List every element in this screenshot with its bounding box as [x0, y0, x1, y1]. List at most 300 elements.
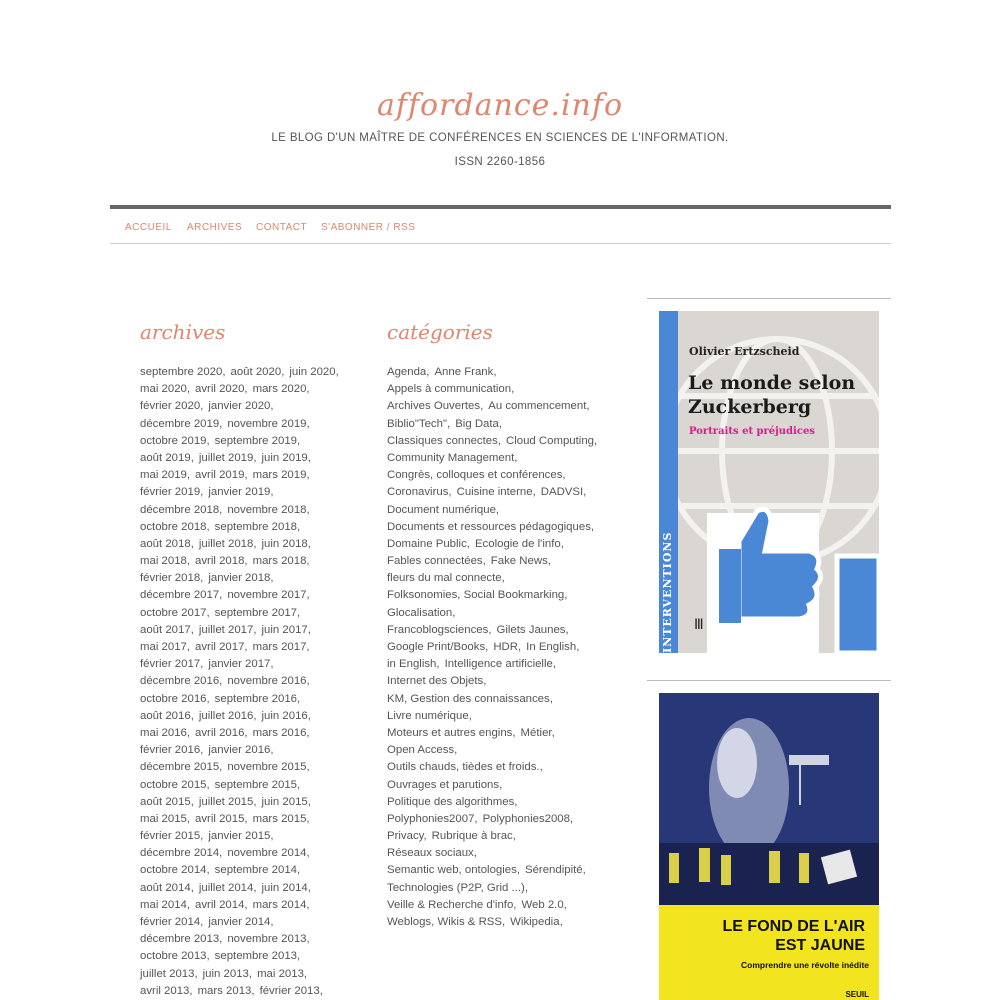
archive-row: [140, 364, 365, 381]
archive-link[interactable]: mai 2014: [140, 898, 187, 911]
separator: ,: [307, 537, 311, 550]
category-link[interactable]: Community Management: [387, 451, 515, 464]
archive-link[interactable]: février 2015: [140, 830, 201, 843]
archive-link[interactable]: novembre 2013: [227, 933, 307, 946]
category-row: [387, 811, 627, 828]
separator: ,: [436, 658, 440, 671]
category-link[interactable]: Cloud Computing: [505, 434, 594, 447]
category-link[interactable]: In English: [526, 641, 577, 653]
category-link[interactable]: Google Print/Books: [387, 641, 486, 653]
archive-link[interactable]: décembre 2013: [140, 933, 220, 946]
separator: ,: [306, 761, 310, 774]
category-link[interactable]: Polyphonies2007: [387, 812, 475, 825]
archive-row: [140, 398, 365, 415]
separator: ,: [473, 847, 477, 860]
archive-link[interactable]: août 2019: [140, 451, 191, 464]
nav-item-contact[interactable]: CONTACT: [256, 222, 308, 233]
archive-row: [140, 914, 365, 931]
book-title-line-1: Le monde selon: [688, 372, 856, 394]
archive-link[interactable]: janvier 2018: [208, 572, 271, 585]
category-row: [387, 897, 627, 914]
archive-row: [140, 691, 365, 708]
separator: ,: [499, 778, 503, 791]
archive-row: [140, 433, 365, 450]
archive-link[interactable]: février 2019: [140, 486, 201, 499]
archive-link[interactable]: février 2020: [140, 400, 201, 413]
archive-link[interactable]: janvier 2014: [208, 916, 271, 928]
archive-link[interactable]: janvier 2020: [208, 400, 271, 413]
archive-link[interactable]: avril 2013: [140, 984, 190, 997]
separator: ,: [297, 692, 301, 705]
category-link[interactable]: Cuisine interne: [456, 486, 533, 499]
separator: ,: [551, 726, 555, 739]
category-link[interactable]: HDR: [493, 641, 518, 653]
category-link[interactable]: Agenda: [387, 366, 427, 378]
archive-link[interactable]: septembre 2018: [214, 520, 297, 533]
category-link[interactable]: Web 2.0: [521, 898, 564, 911]
separator: ,: [569, 812, 574, 825]
archive-row: [140, 931, 365, 948]
category-row: [387, 759, 627, 776]
archive-link[interactable]: mars 2018: [252, 555, 307, 568]
category-row: [387, 605, 627, 622]
category-row: [387, 673, 627, 690]
archive-link[interactable]: mars 2015: [252, 812, 307, 825]
separator: ,: [270, 572, 274, 585]
category-link[interactable]: Glocalisation: [387, 606, 453, 619]
separator: ,: [532, 486, 536, 499]
separator: ,: [518, 641, 522, 653]
archive-link[interactable]: août 2018: [140, 537, 191, 550]
archive-row: [140, 880, 365, 897]
archive-link[interactable]: mars 2020: [252, 383, 307, 396]
separator: ,: [253, 623, 257, 636]
archive-link[interactable]: novembre 2019: [227, 417, 307, 430]
separator: ,: [306, 675, 310, 688]
category-row: [387, 398, 627, 415]
archive-link[interactable]: novembre 2016: [227, 675, 307, 688]
archive-link[interactable]: mars 2019: [252, 469, 307, 482]
category-link[interactable]: Open Access: [387, 744, 455, 757]
archive-link[interactable]: octobre 2017: [140, 606, 207, 619]
archives-widget: [140, 318, 365, 1000]
archive-row: [140, 708, 365, 725]
separator: ,: [253, 709, 257, 722]
archive-link[interactable]: avril 2015: [195, 812, 245, 825]
separator: ,: [306, 383, 310, 396]
separator: ,: [514, 451, 518, 464]
archive-link[interactable]: novembre 2018: [227, 503, 307, 516]
archive-link[interactable]: novembre 2017: [227, 589, 307, 602]
category-row: [387, 880, 627, 897]
separator: ,: [186, 812, 191, 825]
separator: ,: [253, 881, 257, 894]
archive-link[interactable]: octobre 2013: [140, 950, 207, 963]
archive-row: [140, 897, 365, 914]
separator: ,: [251, 984, 255, 997]
separator: ,: [206, 434, 210, 447]
archive-link[interactable]: septembre 2020: [140, 366, 223, 378]
archive-link[interactable]: juin 2017: [261, 623, 308, 636]
category-link[interactable]: Appels à communication: [387, 383, 512, 396]
separator: ,: [206, 778, 210, 791]
svg-text:Ⅲ: Ⅲ: [694, 617, 704, 633]
separator: ,: [219, 847, 223, 860]
category-link[interactable]: Weblogs, Wikis & RSS: [387, 916, 502, 928]
archive-link[interactable]: septembre 2014: [214, 864, 297, 877]
separator: ,: [582, 864, 586, 877]
category-link[interactable]: Gilets Jaunes: [496, 623, 566, 636]
category-link[interactable]: Livre numérique: [387, 709, 469, 722]
archive-link[interactable]: février 2018: [140, 572, 201, 585]
separator: ,: [189, 984, 193, 997]
archive-link[interactable]: avril 2016: [195, 726, 245, 739]
category-link[interactable]: Document numérique: [387, 503, 496, 516]
archive-link[interactable]: mai 2018: [140, 555, 187, 568]
category-link[interactable]: Veille & Recherche d'info: [387, 898, 514, 911]
archive-link[interactable]: mai 2019: [140, 469, 187, 482]
categories-title: catégories: [387, 320, 493, 344]
category-link[interactable]: Ecologie de l'info: [474, 537, 561, 550]
archive-link[interactable]: juillet 2013: [140, 967, 195, 980]
archive-row: [140, 794, 365, 811]
archive-link[interactable]: juin 2018: [261, 537, 308, 550]
category-link[interactable]: KM, Gestion des connaissances: [387, 692, 550, 705]
archive-link[interactable]: juin 2019: [261, 451, 308, 464]
separator: ,: [190, 795, 194, 808]
separator: ,: [303, 967, 308, 980]
separator: ,: [200, 486, 204, 499]
archive-row: [140, 811, 365, 828]
separator: ,: [501, 572, 505, 585]
archive-link[interactable]: juin 2014: [261, 881, 308, 894]
categories-list: [387, 364, 627, 931]
category-link[interactable]: Moteurs et autres engins: [387, 726, 513, 739]
category-row: [387, 519, 627, 536]
category-link[interactable]: Francoblogsciences: [387, 623, 489, 636]
category-row: [387, 777, 627, 794]
archive-link[interactable]: mai 2017: [140, 641, 187, 653]
category-link[interactable]: Rubrique à brac: [431, 830, 513, 843]
separator: ,: [219, 933, 223, 946]
archive-link[interactable]: février 2013: [259, 984, 320, 997]
archive-link[interactable]: novembre 2015: [227, 761, 307, 774]
separator: ,: [480, 400, 484, 413]
category-row: [387, 794, 627, 811]
archive-row: [140, 656, 365, 673]
category-link[interactable]: Semantic web, ontologies: [387, 864, 517, 877]
category-row: [387, 450, 627, 467]
archive-row: [140, 416, 365, 433]
main-nav: [110, 209, 891, 244]
category-row: [387, 484, 627, 501]
site-title[interactable]: affordance.info: [376, 88, 624, 123]
book-cover-gilets-jaunes[interactable]: [659, 693, 879, 1000]
separator: ,: [297, 778, 301, 791]
category-row: [387, 639, 627, 656]
category-row: [387, 502, 627, 519]
separator: ,: [244, 641, 248, 653]
nav-item-archives[interactable]: ARCHIVES: [187, 222, 243, 233]
archive-link[interactable]: octobre 2014: [140, 864, 207, 877]
separator: ,: [559, 916, 563, 928]
separator: ,: [206, 692, 210, 705]
archive-row: [140, 553, 365, 570]
category-row: [387, 364, 627, 381]
archive-link[interactable]: décembre 2014: [140, 847, 220, 860]
separator: ,: [497, 434, 501, 447]
category-link[interactable]: Big Data: [455, 417, 499, 430]
archive-row: [140, 777, 365, 794]
archive-link[interactable]: mai 2015: [140, 812, 187, 825]
separator: ,: [306, 898, 310, 911]
archive-link[interactable]: mars 2014: [252, 898, 307, 911]
separator: ,: [297, 520, 301, 533]
archive-link[interactable]: octobre 2015: [140, 778, 207, 791]
separator: ,: [281, 366, 285, 378]
separator: ,: [306, 933, 310, 946]
archive-link[interactable]: janvier 2017: [208, 658, 271, 671]
archive-link[interactable]: septembre 2013: [214, 950, 297, 963]
archive-link[interactable]: juin 2020: [289, 366, 336, 378]
archive-link[interactable]: septembre 2017: [214, 606, 297, 619]
archive-link[interactable]: janvier 2019: [208, 486, 271, 499]
archive-link[interactable]: avril 2018: [195, 555, 245, 568]
archive-link[interactable]: mars 2017: [252, 641, 307, 653]
separator: ,: [186, 898, 191, 911]
archive-link[interactable]: juin 2015: [261, 795, 308, 808]
category-link[interactable]: Archives Ouvertes: [387, 400, 481, 413]
separator: ,: [186, 383, 191, 396]
archive-link[interactable]: août 2014: [140, 881, 191, 894]
category-link[interactable]: Biblio"Tech": [387, 417, 448, 430]
category-link[interactable]: in English: [387, 658, 437, 671]
archive-row: [140, 519, 365, 536]
category-row: [387, 656, 627, 673]
archive-link[interactable]: mai 2013: [257, 967, 304, 980]
separator: ,: [297, 864, 301, 877]
archive-row: [140, 983, 365, 1000]
book-title-line-2: EST JAUNE: [775, 937, 865, 954]
archive-link[interactable]: octobre 2018: [140, 520, 207, 533]
archive-link[interactable]: novembre 2014: [227, 847, 307, 860]
category-row: [387, 845, 627, 862]
category-row: [387, 725, 627, 742]
book-subtitle: Comprendre une révolte inédite: [741, 960, 869, 970]
archive-link[interactable]: septembre 2015: [214, 778, 297, 791]
archive-link[interactable]: juin 2013: [202, 967, 249, 980]
separator: ,: [190, 709, 194, 722]
book-title: [688, 371, 878, 419]
book-title: [659, 917, 865, 955]
archive-link[interactable]: avril 2019: [195, 469, 245, 482]
category-row: [387, 914, 627, 931]
archive-link[interactable]: septembre 2016: [214, 692, 297, 705]
separator: ,: [190, 451, 194, 464]
archive-link[interactable]: décembre 2016: [140, 675, 220, 688]
separator: ,: [190, 623, 194, 636]
archive-link[interactable]: mars 2013: [197, 984, 252, 997]
category-link[interactable]: Domaine Public: [387, 537, 467, 550]
separator: ,: [513, 898, 517, 911]
nav-item-rss[interactable]: S'ABONNER / RSS: [321, 222, 416, 233]
separator: ,: [194, 967, 198, 980]
archive-link[interactable]: décembre 2018: [140, 503, 220, 516]
separator: ,: [498, 417, 503, 430]
nav-item-accueil[interactable]: ACCUEIL: [125, 222, 172, 233]
archive-link[interactable]: avril 2014: [195, 898, 245, 911]
archive-link[interactable]: décembre 2015: [140, 761, 220, 774]
separator: ,: [190, 537, 194, 550]
separator: ,: [306, 726, 310, 739]
category-link[interactable]: fleurs du mal connecte: [387, 572, 502, 585]
protest-photo-illustration: [659, 693, 879, 905]
archive-link[interactable]: avril 2020: [195, 383, 245, 396]
category-row: [387, 433, 627, 450]
archive-row: [140, 639, 365, 656]
globe-thumb-illustration: [659, 311, 879, 653]
separator: ,: [483, 675, 487, 688]
separator: ,: [270, 830, 274, 843]
archive-link[interactable]: juin 2016: [261, 709, 308, 722]
archive-link[interactable]: février 2017: [140, 658, 201, 671]
category-row: [387, 553, 627, 570]
category-link[interactable]: Polyphonies2008: [482, 812, 570, 825]
separator: ,: [466, 537, 470, 550]
archives-title: archives: [140, 320, 226, 344]
separator: ,: [474, 812, 478, 825]
archive-link[interactable]: août 2015: [140, 795, 191, 808]
separator: ,: [306, 555, 310, 568]
category-link[interactable]: Wikipedia: [510, 916, 560, 928]
category-link[interactable]: Classiques connectes: [387, 434, 498, 447]
site-issn: ISSN 2260-1856: [454, 156, 546, 168]
archive-link[interactable]: janvier 2016: [208, 744, 271, 757]
category-link[interactable]: Technologies (P2P, Grid ...): [387, 881, 525, 894]
category-link[interactable]: Au commencement: [488, 400, 587, 413]
category-link[interactable]: DADVSI: [540, 486, 584, 499]
separator: ,: [306, 589, 310, 602]
archive-row: [140, 828, 365, 845]
separator: ,: [200, 916, 204, 928]
book-publisher: SEUIL: [845, 990, 869, 999]
archive-row: [140, 450, 365, 467]
archive-link[interactable]: janvier 2015: [208, 830, 271, 843]
separator: ,: [186, 469, 191, 482]
category-row: [387, 622, 627, 639]
separator: ,: [244, 812, 248, 825]
category-link[interactable]: Coronavirus: [387, 486, 449, 499]
archive-row: [140, 622, 365, 639]
archive-link[interactable]: avril 2017: [195, 641, 245, 653]
category-link[interactable]: Intelligence artificielle: [444, 658, 553, 671]
category-link[interactable]: Congrès, colloques et conférences: [387, 469, 563, 482]
archive-link[interactable]: juillet 2016: [198, 709, 254, 722]
archive-link[interactable]: octobre 2019: [140, 434, 207, 447]
separator: ,: [253, 451, 257, 464]
separator: ,: [270, 744, 274, 757]
separator: ,: [306, 812, 310, 825]
archive-link[interactable]: août 2020: [230, 366, 282, 378]
archive-row: [140, 570, 365, 587]
separator: ,: [253, 795, 257, 808]
separator: ,: [552, 658, 557, 671]
archive-link[interactable]: juillet 2017: [198, 623, 254, 636]
archive-link[interactable]: juillet 2018: [198, 537, 254, 550]
category-link[interactable]: Anne Frank: [434, 366, 494, 378]
separator: ,: [485, 641, 489, 653]
category-link[interactable]: Ouvrages et parutions: [387, 778, 500, 791]
category-link[interactable]: Fables connectées: [387, 555, 483, 568]
archive-link[interactable]: mars 2016: [252, 726, 307, 739]
archive-link[interactable]: février 2016: [140, 744, 201, 757]
separator: ,: [307, 623, 311, 636]
category-link[interactable]: Privacy: [387, 830, 424, 843]
archive-link[interactable]: août 2017: [140, 623, 191, 636]
sidebar-divider: [647, 298, 891, 299]
archive-row: [140, 605, 365, 622]
separator: ,: [563, 898, 567, 911]
category-link[interactable]: Politique des algorithmes: [387, 795, 515, 808]
archive-link[interactable]: juillet 2019: [198, 451, 254, 464]
separator: ,: [206, 950, 210, 963]
separator: ,: [219, 761, 223, 774]
separator: ,: [244, 555, 248, 568]
category-row: [387, 862, 627, 879]
archive-link[interactable]: août 2016: [140, 709, 191, 722]
separator: ,: [495, 503, 500, 516]
category-link[interactable]: Sérendipité: [524, 864, 583, 877]
separator: ,: [468, 709, 472, 722]
separator: ,: [319, 984, 323, 997]
separator: ,: [297, 950, 301, 963]
separator: ,: [586, 400, 590, 413]
separator: ,: [270, 400, 274, 413]
archive-link[interactable]: février 2014: [140, 916, 201, 928]
archive-link[interactable]: octobre 2016: [140, 692, 207, 705]
archive-row: [140, 966, 365, 983]
archive-link[interactable]: mai 2016: [140, 726, 187, 739]
archive-link[interactable]: juillet 2015: [198, 795, 254, 808]
category-link[interactable]: Documents et ressources pédagogiques: [387, 520, 591, 533]
separator: ,: [488, 623, 492, 636]
category-link[interactable]: Réseaux sociaux: [387, 847, 474, 860]
category-link[interactable]: Fake News: [490, 555, 548, 568]
separator: ,: [297, 434, 301, 447]
separator: ,: [423, 830, 427, 843]
separator: ,: [307, 795, 311, 808]
category-link[interactable]: Métier: [520, 726, 552, 739]
category-link[interactable]: Outils chauds, tièdes et froids.: [387, 761, 540, 774]
book-cover-photo: [659, 693, 879, 905]
book-cover-zuckerberg[interactable]: [659, 311, 879, 653]
separator: ,: [186, 641, 191, 653]
archive-link[interactable]: mai 2020: [140, 383, 187, 396]
archive-link[interactable]: décembre 2019: [140, 417, 220, 430]
separator: ,: [219, 675, 223, 688]
separator: ,: [560, 537, 564, 550]
book-subtitle: Portraits et préjudices: [689, 426, 815, 437]
archive-row: [140, 484, 365, 501]
separator: ,: [248, 967, 253, 980]
archive-link[interactable]: juillet 2014: [198, 881, 254, 894]
archive-link[interactable]: septembre 2019: [214, 434, 297, 447]
category-link[interactable]: Folksonomies, Social Bookmarking: [387, 589, 565, 602]
book-title-line-2: Zuckerberg: [688, 396, 812, 418]
archive-link[interactable]: décembre 2017: [140, 589, 220, 602]
category-link[interactable]: Internet des Objets: [387, 675, 484, 688]
book-series: INTERVENTIONS: [661, 531, 674, 653]
